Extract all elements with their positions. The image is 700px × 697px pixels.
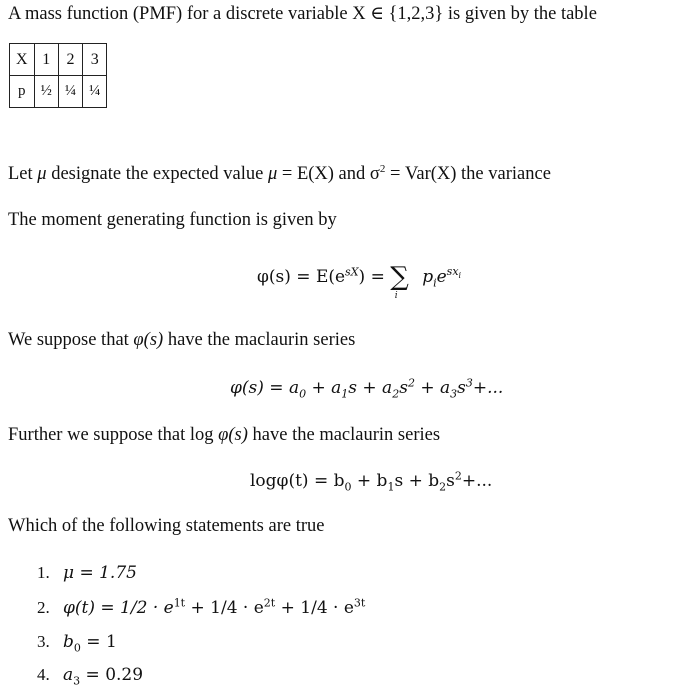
sum-symbol: ∑ [390,262,409,292]
table-row [10,76,107,108]
table-cell: ¼ [58,76,82,108]
table-cell: 1 [34,44,58,76]
let-text: Let μ designate the expected value μ = E(X) and $\sigma^2 = Var(X)$ the variance [8,162,551,184]
table-cell: 3 [83,44,107,76]
table-cell: p [10,76,35,108]
table-cell: ¼ [83,76,107,108]
list-item: 3. $b_0 = 1$ [37,632,117,655]
table-cell: X [10,44,35,76]
table-row [10,44,107,76]
table-cell: 2 [58,44,82,76]
maclaurin-series-2: $\log\varphi(t) = b_0 + b_1s + b_2s^2+$... [250,469,493,494]
list-item: 4. $a_3 = 0.29$ [37,665,144,688]
list-item: 2. $\varphi(t) = 1/2 \cdot e^{1t} + 1/4 \cdot e^{2t} + 1/4 \cdot e^{3t}$ [37,596,366,618]
pmf-table [9,43,107,108]
mu-symbol: μ [37,164,47,184]
mgf-intro: The moment generating function is given by [8,210,337,230]
mgf-formula: $\varphi(s) = E(e^{sX})$ = ∑ i $p_ie^{sx_i}$ [257,262,462,301]
suppose-text-2: Further we suppose that log φ(s) have the maclaurin series [8,425,441,445]
question-text: Which of the following statements are true [8,516,325,536]
maclaurin-series-1: $\varphi(s) = a_0 + a_1s + a_2s^2 + a_3s^3+$... [230,376,504,401]
table-cell: ½ [34,76,58,108]
mu-symbol: μ [267,164,278,184]
intro-text: A mass function (PMF) for a discrete variable X ∈ {1,2,3} is given by the table [8,4,597,24]
suppose-text-1: We suppose that φ(s) have the maclaurin series [8,330,356,350]
list-item: 1. μ = 1.75 [37,563,137,583]
